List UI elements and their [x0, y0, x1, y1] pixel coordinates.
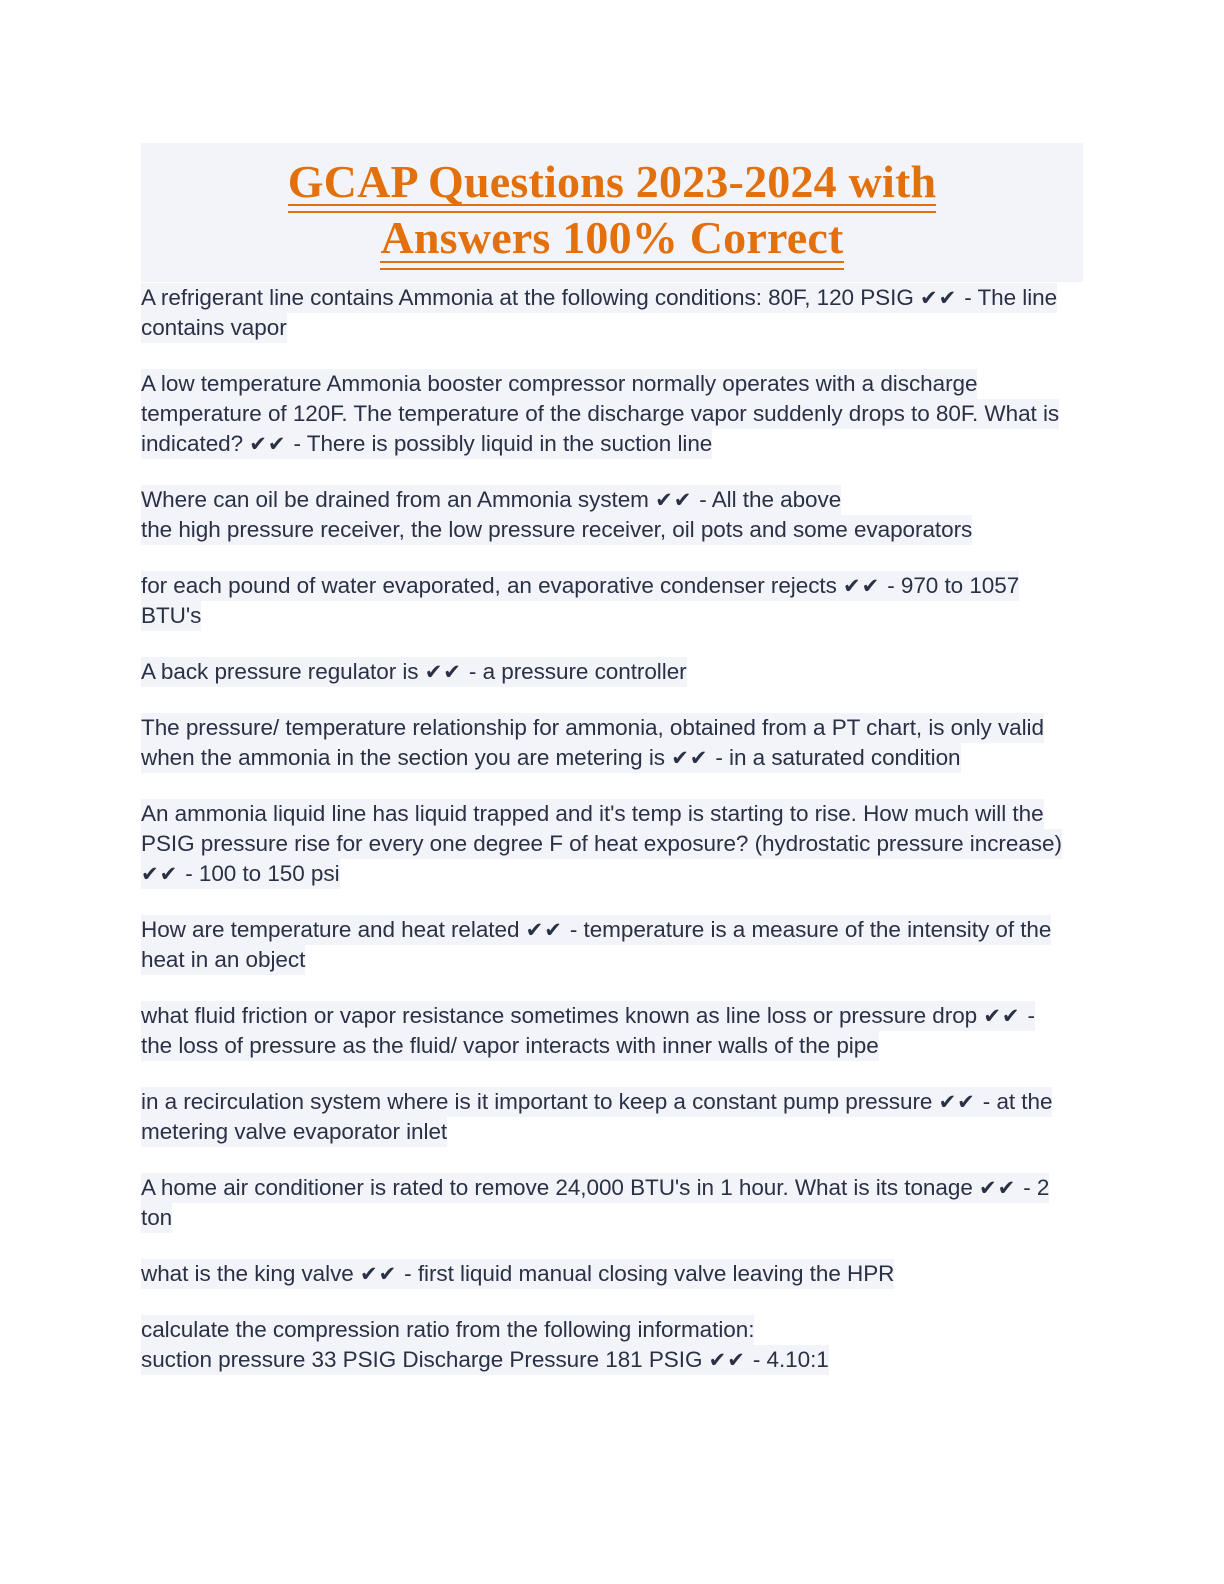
qa-highlight [141, 799, 1062, 889]
qa-highlight [141, 571, 1019, 631]
qa-question: in a recirculation system where is it important to keep a constant pump pressure [141, 1089, 933, 1114]
qa-highlight [141, 1315, 829, 1375]
document-title-block [141, 143, 1083, 282]
qa-question: A refrigerant line contains Ammonia at the following conditions: 80F, 120 PSIG [141, 285, 914, 310]
qa-separator: - [715, 745, 723, 770]
qa-answer: first liquid manual closing valve leaving the HPR [417, 1261, 895, 1286]
qa-item [141, 1315, 1071, 1375]
page-title-line-2: Answers 100% Correct [380, 211, 843, 267]
qa-highlight [141, 369, 1059, 459]
checkmark-icon: ✔✔ [983, 1004, 1021, 1028]
qa-question: How are temperature and heat related [141, 917, 520, 942]
qa-item [141, 713, 1071, 773]
qa-item [141, 1173, 1071, 1233]
qa-separator: - [752, 1347, 761, 1372]
qa-item [141, 369, 1071, 459]
checkmark-icon: ✔✔ [655, 488, 693, 512]
qa-highlight [141, 1173, 1049, 1233]
checkmark-icon: ✔✔ [359, 1262, 398, 1286]
qa-question: A back pressure regulator is [141, 659, 419, 684]
qa-answer: 2 ton [141, 1175, 1050, 1230]
qa-item [141, 1259, 1071, 1289]
qa-item [141, 799, 1071, 889]
qa-highlight [141, 283, 1057, 343]
qa-question: A low temperature Ammonia booster compressor normally operates with a discharge temperature of 120F. The temperature of the discharge vapor suddenly drops to 80F. What is indicated? [141, 371, 1060, 456]
checkmark-icon: ✔✔ [141, 862, 179, 886]
qa-question: what fluid friction or vapor resistance sometimes known as line loss or pressure drop [141, 1003, 978, 1028]
qa-question: The pressure/ temperature relationship for ammonia, obtained from a PT chart, is only valid when the ammonia in the section you are metering is [141, 715, 1044, 770]
qa-question: what is the king valve [141, 1261, 354, 1286]
qa-separator: - [185, 861, 193, 886]
checkmark-icon: ✔✔ [249, 432, 287, 456]
qa-highlight [141, 485, 972, 545]
qa-highlight [141, 1087, 1052, 1147]
qa-question: A home air conditioner is rated to remove 24,000 BTU's in 1 hour. What is its tonage [141, 1175, 973, 1200]
checkmark-icon: ✔✔ [525, 918, 563, 942]
qa-question: An ammonia liquid line has liquid trapped and it's temp is starting to rise. How much will the PSIG pressure rise for every one degree F of heat exposure? (hydrostatic pressure increase) [141, 801, 1062, 856]
qa-answer: the high pressure receiver, the low pressure receiver, oil pots and some evaporators [141, 517, 973, 542]
qa-separator: - [1027, 1003, 1035, 1028]
checkmark-icon: ✔✔ [424, 660, 462, 684]
qa-question: Where can oil be drained from an Ammonia system [141, 487, 649, 512]
qa-separator: - [404, 1261, 412, 1286]
qa-separator: - [293, 431, 301, 456]
qa-highlight [141, 713, 1044, 773]
page-title-line-1: GCAP Questions 2023-2024 with [288, 155, 937, 211]
qa-answer: The line contains vapor [141, 285, 1058, 340]
qa-item [141, 283, 1071, 343]
qa-item [141, 657, 1071, 687]
qa-separator: - [887, 573, 895, 598]
qa-item [141, 1001, 1071, 1061]
qa-answer: All the above [711, 487, 842, 512]
checkmark-icon: ✔✔ [979, 1176, 1017, 1200]
page-title [141, 155, 1083, 268]
qa-answer: 4.10:1 [766, 1347, 829, 1372]
qa-highlight [141, 915, 1051, 975]
qa-item [141, 571, 1071, 631]
qa-answer: There is possibly liquid in the suction line [306, 431, 713, 456]
qa-item [141, 915, 1071, 975]
qa-separator: - [468, 659, 477, 684]
qa-item [141, 485, 1071, 545]
qa-answer: 100 to 150 psi [198, 861, 340, 886]
qa-question: for each pound of water evaporated, an evaporative condenser rejects [141, 573, 837, 598]
qa-highlight [141, 1001, 1035, 1061]
qa-question: calculate the compression ratio from the following information: [141, 1317, 755, 1342]
qa-answer: 970 to 1057 BTU's [141, 573, 1020, 628]
qa-item [141, 1087, 1071, 1147]
qa-answer: the loss of pressure as the fluid/ vapor interacts with inner walls of the pipe [141, 1033, 879, 1058]
qa-answer: a pressure controller [482, 659, 687, 684]
qa-answer: at the metering valve evaporator inlet [141, 1089, 1053, 1144]
qa-highlight [141, 657, 687, 687]
qa-separator: - [982, 1089, 991, 1114]
checkmark-icon: ✔✔ [938, 1090, 976, 1114]
qa-question: suction pressure 33 PSIG Discharge Pressure 181 PSIG [141, 1347, 703, 1372]
qa-answer: in a saturated condition [729, 745, 961, 770]
qa-answer: temperature is a measure of the intensity of the heat in an object [141, 917, 1052, 972]
qa-separator: - [699, 487, 707, 512]
qa-separator: - [1023, 1175, 1031, 1200]
qa-separator: - [964, 285, 972, 310]
checkmark-icon: ✔✔ [920, 286, 958, 310]
checkmark-icon: ✔✔ [671, 746, 709, 770]
qa-separator: - [569, 917, 578, 942]
checkmark-icon: ✔✔ [843, 574, 881, 598]
checkmark-icon: ✔✔ [708, 1348, 746, 1372]
qa-highlight [141, 1259, 894, 1289]
qa-list [141, 283, 1071, 1375]
